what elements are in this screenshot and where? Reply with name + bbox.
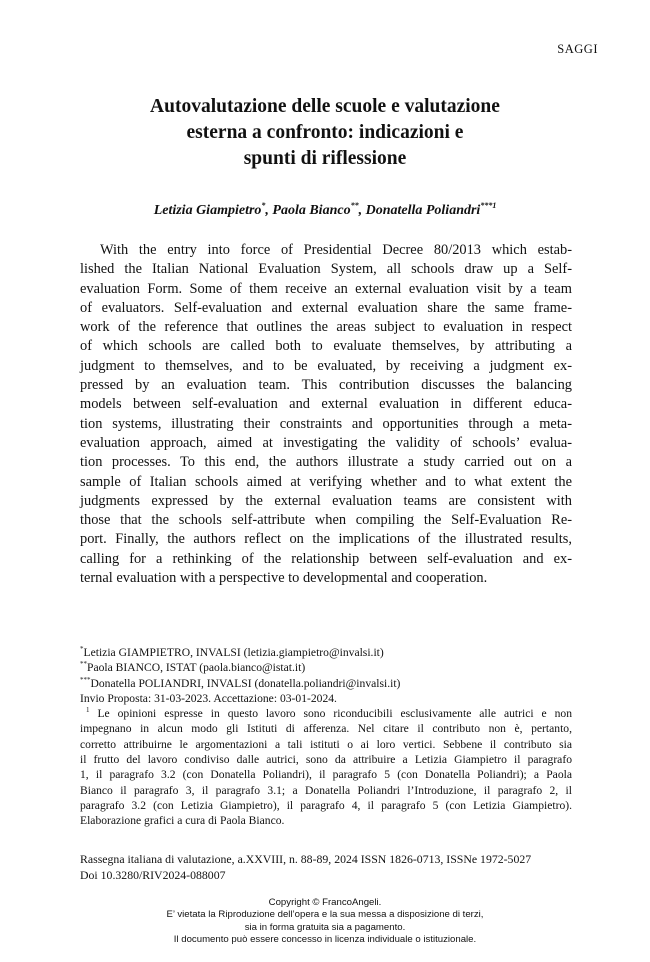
note-line: paragrafo 3.2 (con Letizia Giampietro), il paragrafo 4, il paragrafo 5 (con Letizia Giampietro).: [80, 798, 572, 812]
author-name: Letizia Giampietro: [153, 203, 262, 218]
copyright-line: sia in forma gratuita sia a pagamento.: [244, 921, 406, 933]
author-list: [60, 203, 590, 219]
footnote-mark: **: [80, 660, 87, 669]
author-separator: ,: [358, 203, 366, 218]
abstract-line: ternal evaluation with a perspective to developmental and cooperation.: [80, 570, 488, 587]
submission-dates: Invio Proposta: 31-03-2023. Accettazione: 03-01-2024.: [80, 691, 337, 705]
title-line: Autovalutazione delle scuole e valutazione: [150, 96, 500, 117]
footnotes: [80, 645, 572, 829]
author-footnote-mark: **: [350, 201, 359, 210]
citation-line: Rassegna italiana di valutazione, a.XXVIII, n. 88-89, 2024 ISSN 1826-0713, ISSNe 1972-5027: [80, 852, 532, 866]
abstract-line: lished the Italian National Evaluation System, all schools draw up a Self-: [80, 261, 572, 278]
author-name: Donatella Poliandri: [365, 203, 481, 218]
affiliation-text: Paola BIANCO, ISTAT (paola.bianco@istat.it): [87, 661, 306, 675]
note-line: corretto attribuirne le argomentazioni a tali istituti o ai loro vertici. Sebbene il contributo sia: [80, 737, 572, 751]
author-name: Paola Bianco: [272, 203, 351, 218]
abstract-line: evaluation approach, aimed at investigating the validity of schools’ evalua-: [80, 434, 572, 451]
note-line: [80, 706, 572, 721]
affiliation-note: [80, 676, 572, 691]
note-line: il frutto del lavoro condiviso dalle autrici, sono da attribuire a Letizia Giampietro il paragrafo: [80, 753, 572, 767]
note-line: 1, il paragrafo 3.2 (con Donatella Poliandri), il paragrafo 5 (con Donatella Poliandri); a Paola: [80, 768, 572, 782]
running-head: SAGGI: [557, 42, 598, 56]
copyright-notice: [60, 897, 590, 946]
affiliation-text: Donatella POLIANDRI, INVALSI (donatella.poliandri@invalsi.it): [90, 676, 401, 690]
note-line: impegnano in alcun modo gli Istituti di afferenza. Nel citare il contributo non è, pertanto,: [80, 722, 572, 736]
abstract-line: pressed by an evaluation team. This contribution discusses the balancing: [80, 377, 572, 394]
abstract-line: calling for a rethinking of the relationship between self-evaluation and ex-: [80, 550, 572, 567]
abstract-line: evaluation Form. Some of them receive an external evaluation visit by a team: [80, 280, 572, 297]
note-line: Bianco il paragrafo 3, il paragrafo 3.1; a Donatella Poliandri l’Introduzione, il paragrafo 2, il: [80, 783, 572, 797]
abstract-line: tion systems, illustrating their constraints and opportunities through a meta-: [80, 415, 572, 432]
article-title: [60, 94, 590, 172]
abstract-line: judgments expressed by the external evaluation teams are consistent with: [80, 492, 572, 509]
copyright-line: Copyright © FrancoAngeli.: [268, 897, 382, 908]
note-line-text: Le opinioni espresse in questo lavoro sono riconducibili esclusivamente alle autrici e non: [89, 707, 572, 721]
abstract-line: those that the schools self-attribute when compiling the Self-Evaluation Re-: [80, 512, 572, 529]
abstract-line: judgment to themselves, and to be evaluated, by receiving a judgment ex-: [80, 357, 572, 374]
copyright-line: Il documento può essere concesso in licenza individuale o istituzionale.: [173, 933, 477, 945]
footnote-mark: ***: [80, 675, 91, 684]
abstract-line: models between self-evaluation and external evaluation in different educa-: [80, 396, 572, 413]
abstract-line: sample of Italian schools aimed at verifying whether and to what extent the: [80, 473, 572, 490]
footnote-mark: *: [80, 645, 84, 653]
affiliation-note: [80, 645, 572, 660]
author-footnote-mark: *: [261, 201, 266, 210]
title-line: esterna a confronto: indicazioni e: [186, 122, 464, 143]
abstract-line: port. Finally, the authors reflect on the implications of the illustrated results,: [80, 531, 572, 548]
abstract-line: tion processes. To this end, the authors illustrate a study carried out on a: [80, 454, 572, 471]
note-line: Elaborazione grafici a cura di Paola Bianco.: [80, 814, 285, 828]
title-line: spunti di riflessione: [243, 148, 407, 169]
abstract-line: work of the reference that outlines the areas subject to evaluation in respect: [80, 319, 572, 336]
authorship-note: [80, 706, 572, 828]
author-separator: ,: [265, 203, 273, 218]
copyright-line: E’ vietata la Riproduzione dell’opera e la sua messa a disposizione di terzi,: [166, 909, 484, 921]
abstract-line: With the entry into force of Presidential Decree 80/2013 which estab-: [100, 242, 572, 258]
journal-citation: [80, 851, 572, 883]
footnote-mark: 1: [86, 706, 90, 715]
author-footnote-mark: ***1: [480, 201, 497, 210]
abstract-line: of which schools are called both to evaluate themselves, by attributing a: [80, 338, 572, 355]
doi-line: Doi 10.3280/RIV2024-088007: [80, 868, 226, 882]
abstract: [80, 241, 572, 588]
affiliation-text: Letizia GIAMPIETRO, INVALSI (letizia.giampietro@invalsi.it): [83, 646, 384, 659]
abstract-line: of evaluators. Self-evaluation and external evaluation share the same frame-: [80, 299, 572, 316]
affiliation-note: [80, 660, 572, 675]
